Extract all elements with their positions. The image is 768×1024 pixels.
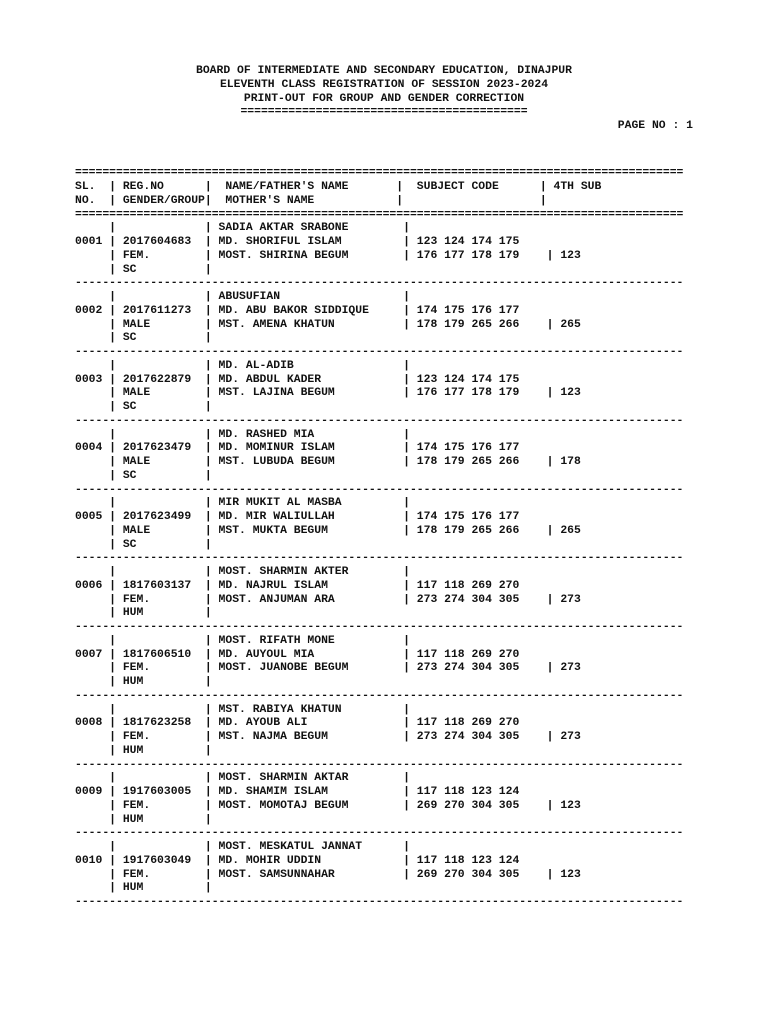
record-row bbox=[75, 360, 705, 429]
record-line: | HUM | bbox=[75, 607, 212, 620]
record-line: | FEM. | MOST. ANJUMAN ARA | 273 274 304 305 | 273 bbox=[75, 593, 581, 606]
record-row bbox=[75, 566, 705, 635]
printout-page bbox=[75, 65, 705, 910]
record-line: 0001 | 2017604683 | MD. SHORIFUL ISLAM | 123 124 174 175 bbox=[75, 236, 520, 248]
record-line: 0002 | 2017611273 | MD. ABU BAKOR SIDDIQUE | 174 175 176 177 bbox=[75, 304, 520, 317]
record-line: | | MD. RASHED MIA | bbox=[75, 428, 410, 441]
records-list bbox=[75, 222, 705, 910]
record-line: | | ABUSUFIAN | bbox=[75, 291, 410, 303]
record-line: | FEM. | MOST. SAMSUNNAHAR | 269 270 304 305 | 123 bbox=[75, 868, 581, 881]
record-line: | SC | bbox=[75, 332, 212, 345]
record-row bbox=[75, 772, 705, 841]
record-line: | SC | bbox=[75, 469, 212, 482]
record-line: | HUM | bbox=[75, 813, 212, 826]
record-line: | SC | bbox=[75, 401, 212, 413]
record-line: | | SADIA AKTAR SRABONE | bbox=[75, 222, 410, 235]
record-separator: ----------------------------------------------------------------------------------------- bbox=[75, 277, 684, 290]
header-double-rule-bottom: ========================================================================================= bbox=[75, 208, 684, 221]
record-separator: ----------------------------------------------------------------------------------------- bbox=[75, 483, 684, 496]
record-row bbox=[75, 291, 705, 360]
record-row bbox=[75, 635, 705, 704]
record-line: | SC | bbox=[75, 263, 212, 276]
record-line: 0007 | 1817606510 | MD. AUYOUL MIA | 117 118 269 270 bbox=[75, 648, 520, 661]
college-code-row bbox=[75, 140, 705, 154]
record-line: 0006 | 1817603137 | MD. NAJRUL ISLAM | 117 118 269 270 bbox=[75, 579, 520, 592]
record-separator: ----------------------------------------------------------------------------------------- bbox=[75, 758, 684, 771]
board-title: BOARD OF INTERMEDIATE AND SECONDARY EDUCATION, DINAJPUR bbox=[196, 65, 572, 77]
record-line: | MALE | MST. MUKTA BEGUM | 178 179 265 266 | 265 bbox=[75, 524, 581, 537]
record-line: 0004 | 2017623479 | MD. MOMINUR ISLAM | 174 175 176 177 bbox=[75, 442, 520, 455]
record-line: | MALE | MST. AMENA KHATUN | 178 179 265 266 | 265 bbox=[75, 318, 581, 331]
record-row bbox=[75, 841, 705, 910]
record-separator: ----------------------------------------------------------------------------------------- bbox=[75, 896, 684, 908]
session-title: ELEVENTH CLASS REGISTRATION OF SESSION 2023-2024 bbox=[219, 78, 549, 91]
record-line: | FEM. | MOST. MOMOTAJ BEGUM | 269 270 304 305 | 123 bbox=[75, 799, 581, 812]
record-line: 0010 | 1917603049 | MD. MOHIR UDDIN | 117 118 123 124 bbox=[75, 854, 520, 867]
college-name-row bbox=[75, 154, 705, 168]
record-row bbox=[75, 429, 705, 498]
page-number: PAGE NO : 1 bbox=[617, 120, 693, 132]
record-row bbox=[75, 222, 705, 291]
table-header-line-1: SL. | REG.NO | NAME/FATHER'S NAME | SUBJECT CODE | 4TH SUB bbox=[75, 181, 602, 193]
record-line: 0008 | 1817623258 | MD. AYOUB ALI | 117 118 269 270 bbox=[75, 717, 520, 730]
record-line: | | MD. AL-ADIB | bbox=[75, 359, 410, 372]
record-line: | HUM | bbox=[75, 676, 212, 688]
record-line: | | MOST. RIFATH MONE | bbox=[75, 634, 410, 647]
record-line: | FEM. | MOST. SHIRINA BEGUM | 176 177 178 179 | 123 bbox=[75, 249, 581, 262]
table-header-line-2: NO. | GENDER/GROUP| MOTHER'S NAME | | bbox=[75, 194, 547, 207]
purpose-title: PRINT-OUT FOR GROUP AND GENDER CORRECTION bbox=[243, 92, 525, 105]
record-line: | HUM | bbox=[75, 882, 212, 895]
record-line: | | MIR MUKIT AL MASBA | bbox=[75, 497, 410, 510]
record-line: 0005 | 2017623499 | MD. MIR WALIULLAH | 174 175 176 177 bbox=[75, 511, 520, 523]
record-line: 0009 | 1917603005 | MD. SHAMIM ISLAM | 117 118 123 124 bbox=[75, 786, 520, 798]
record-line: | SC | bbox=[75, 538, 212, 551]
header-double-rule-top: ========================================================================================= bbox=[75, 167, 684, 180]
record-line: | HUM | bbox=[75, 744, 212, 757]
record-line: | | MOST. SHARMIN AKTAR | bbox=[75, 772, 410, 785]
record-line: | | MOST. SHARMIN AKTER | bbox=[75, 566, 410, 578]
record-line: | | MOST. MESKATUL JANNAT | bbox=[75, 841, 410, 853]
record-row bbox=[75, 497, 705, 566]
record-row bbox=[75, 704, 705, 773]
record-separator: ----------------------------------------------------------------------------------------- bbox=[75, 346, 684, 358]
record-line: | | MST. RABIYA KHATUN | bbox=[75, 703, 410, 716]
record-separator: ----------------------------------------------------------------------------------------- bbox=[75, 827, 684, 840]
record-separator: ----------------------------------------------------------------------------------------- bbox=[75, 621, 684, 633]
record-line: | FEM. | MOST. JUANOBE BEGUM | 273 274 304 305 | 273 bbox=[75, 662, 581, 675]
record-line: | FEM. | MST. NAJMA BEGUM | 273 274 304 305 | 273 bbox=[75, 731, 581, 743]
title-underline: ========================================== bbox=[240, 106, 528, 119]
record-line: | MALE | MST. LAJINA BEGUM | 176 177 178 179 | 123 bbox=[75, 387, 581, 400]
record-separator: ----------------------------------------------------------------------------------------- bbox=[75, 552, 684, 565]
record-line: | MALE | MST. LUBUDA BEGUM | 178 179 265 266 | 178 bbox=[75, 456, 581, 468]
record-separator: ----------------------------------------------------------------------------------------- bbox=[75, 414, 684, 427]
record-line: 0003 | 2017622879 | MD. ABDUL KADER | 123 124 174 175 bbox=[75, 373, 520, 386]
record-separator: ----------------------------------------------------------------------------------------- bbox=[75, 689, 684, 702]
